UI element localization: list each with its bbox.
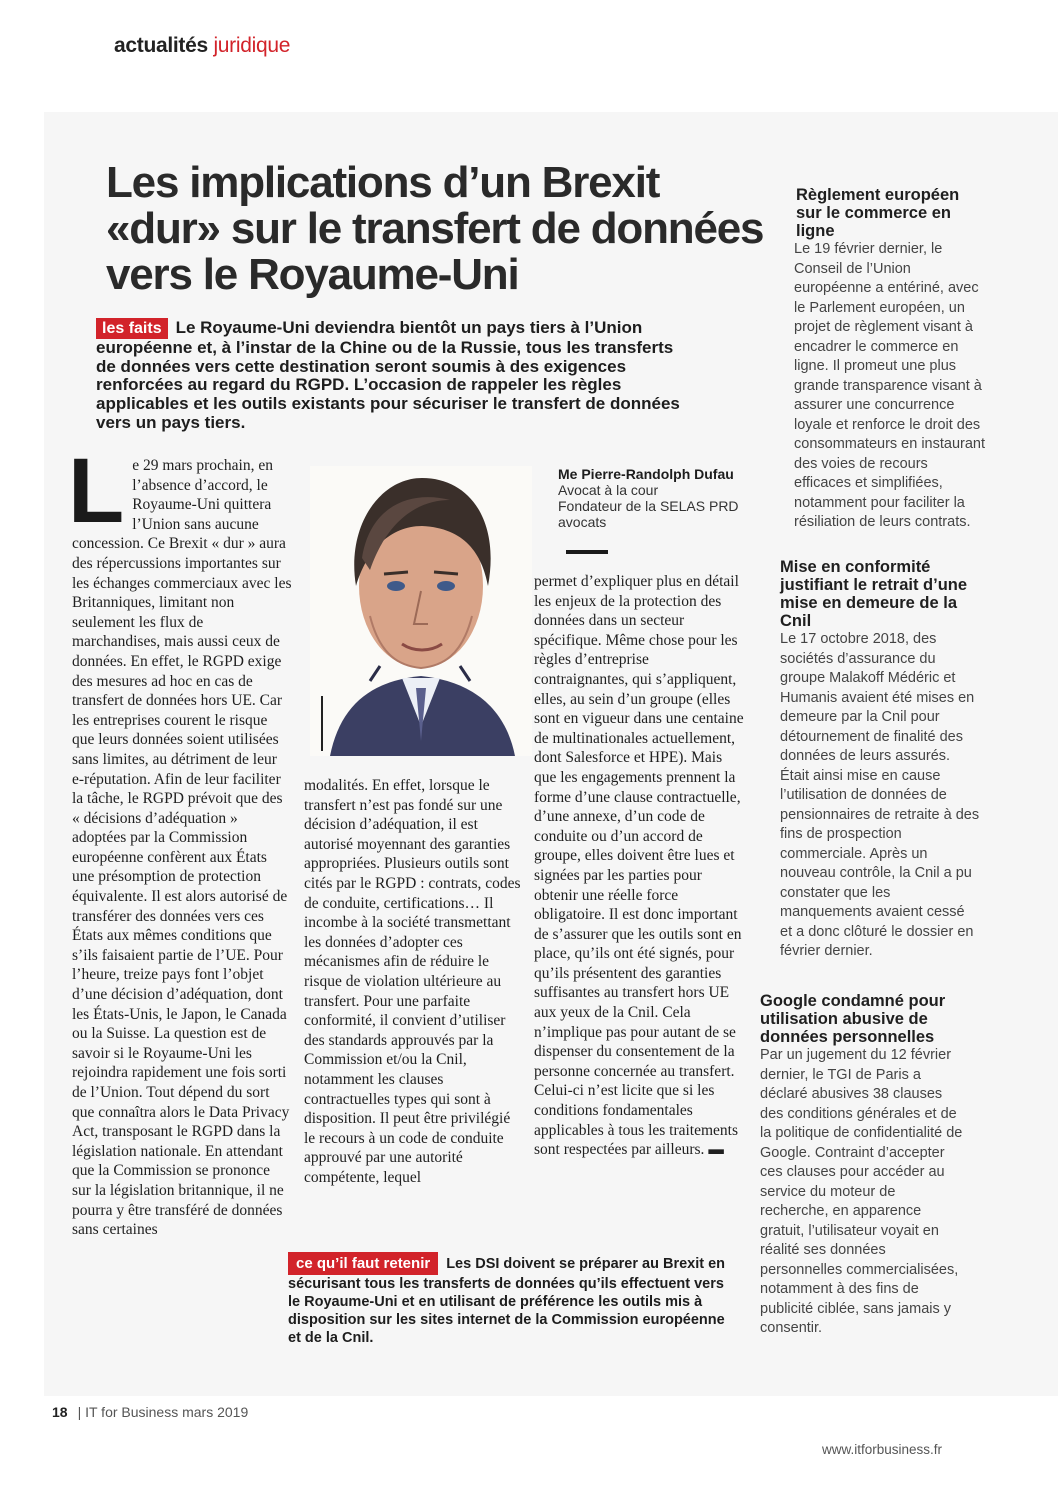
byline-rule: [566, 550, 608, 554]
section-main: actualités: [114, 34, 208, 57]
sidebar-body: Par un jugement du 12 février dernier, le TGI de Paris a déclaré abusives 38 clauses des conditions générales et de la politique de confidentialité de Google. Contraint d’accepter ces clauses pour accéder au service du moteur de recherche, en apparence gratuit, l’utilisateur voyait en réalité ses données personnelles commercialisées, notamment à des fins de publicité ciblée, sans jamais y consentir.: [760, 1047, 963, 1336]
author-name: Me Pierre-Randolph Dufau: [558, 466, 734, 482]
body-column-1-text: e 29 mars prochain, en l’absence d’accord, le Royaume-Uni quittera l’Union sans aucune concession. Ce Brexit « dur » aura des répercussions importantes sur les échanges commerciaux avec les Britanniques, limitant non seulement les flux de marchandises, mais aussi ceux de données. En effet, le RGPD exige des mesures ad hoc en cas de transfert de données hors UE. Car les entreprises courent le risque que leurs données soient utilisées sans limites, au détriment de leur e-réputation. Afin de leur faciliter la tâche, le RGPD prévoit que des « décisions d’adéquation » adoptées par la Commission européenne confèrent aux États une présomption de protection équivalente. Il est alors autorisé de transférer des données vers ces États aux mêmes conditions que s’ils faisaient partie de l’UE. Pour l’heure, treize pays font l’objet d’une décision d’adéquation, dont les États-Unis, le Japon, le Canada ou la Suisse. La question est de savoir si le Royaume-Uni les rejoindra rapidement une fois sorti de l’Union. Tout dépend du sort que connaîtra alors le Data Privacy Act, transposant le RGPD dans la législation nationale. En attendant que la Commission se prononce sur la législation britannique, il ne pourra y être transféré de données sans certaines: [72, 457, 292, 1239]
sidebar-title: Google condamné pour utilisation abusive de données personnelles: [760, 992, 946, 1046]
article-headline: Les implications d’un Brexit «dur» sur le transfert de données vers le Royaume-Uni: [106, 158, 764, 299]
page-number: 18: [52, 1404, 68, 1420]
lede-text: Le Royaume-Uni deviendra bientôt un pays tiers à l’Union européenne et, à l’instar de la Chine ou de la Russie, tous les transferts de données vers cette destination seront soumis à des exigences renforcées au regard du RGPD. L’occasion de rappeler les règles applicables et les outils existants pour sécuriser le transfert de données vers un pays tiers.: [96, 318, 680, 432]
body-column-3-text: permet d’expliquer plus en détail les enjeux de la protection des données dans un secteur spécifique. Même chose pour les règles d’entreprise contraignantes, qui s’appliquent, elles, au sein d’un groupe (elles sont en vigueur dans une centaine de multinationales actuellement, dont Salesforce et HPE). Mais que les engagements prennent la forme d’une clause contractuelle, d’une annexe, d’un code de conduite ou d’un accord de groupe, elles doivent être lues et signées par les parties pour obtenir une réelle force obligatoire. Il est donc important de s’assurer que les outils sont en place, qu’ils ont été signés, pour qu’ils présentent des garanties suffisantes au transfert hors UE aux yeux de la Cnil. Cela n’implique pas pour autant de se dispenser du consentement de la personne concernée au transfert. Celui-ci n’est licite que si les conditions fondamentales applicables à tous les traitements sont respectées par ailleurs.: [534, 573, 744, 1159]
takeaway-text: Les DSI doivent se préparer au Brexit en sécurisant tous les transferts de données qu’ils effectuent vers le Royaume-Uni et en utilisant de préférence les outils mis à disposition sur les sites internet de la Commission européenne et de la Cnil.: [288, 1256, 726, 1346]
author-role-1: Avocat à la cour: [558, 482, 659, 498]
sidebar-body: Le 17 octobre 2018, des sociétés d’assurance du groupe Malakoff Médéric et Humanis avaient été mises en demeure par la Cnil pour détournement de finalité des données de leurs assurés. Était ainsi mise en cause l’utilisation de données de pensionnaires de retraite à des fins de prospection commerciale. Après un nouveau contrôle, la Cnil a pu constater que les manquements avaient cessé et a donc clôturé le dossier en février dernier.: [780, 631, 980, 959]
takeaway-tag: ce qu’il faut retenir: [288, 1252, 438, 1275]
body-column-2: modalités. En effet, lorsque le transfert n’est pas fondé sur une décision d’adéquation, il est autorisé moyennant des garanties appropriées. Plusieurs outils sont cités par le RGPD : contrats, codes de conduite, certifications… Il incombe à la société transmettant les données d’adopter ces mécanismes afin de réduire le risque de violation ultérieure au transfert. Pour une parfaite conformité, il convient d’utiliser des standards approuvés par la Commission et/ou la Cnil, notamment les clauses contractuelles types qui sont à disposition. Il peut être privilégié le recours à un code de conduite approuvé par une autorité compétente, lequel: [304, 777, 521, 1186]
publication-name: | IT for Business mars 2019: [77, 1404, 249, 1420]
sidebar-body: Le 19 février dernier, le Conseil de l’Union européenne a entériné, avec le Parlement européen, un projet de règlement visant à encadrer le commerce en ligne. Il promeut une plus grande transparence visant à assurer une concurrence loyale et renforce le droit des consommateurs en instaurant des voies de recours efficaces et simplifiées, notamment pour faciliter la résiliation de leurs contrats.: [794, 241, 986, 530]
section-header: [114, 34, 290, 58]
key-takeaway: [288, 1252, 728, 1347]
article-lede: [96, 318, 696, 433]
portrait-illustration: [310, 466, 532, 756]
sidebar-item-cnil: [780, 558, 980, 962]
sidebar-title: Règlement européen sur le commerce en ligne: [796, 186, 960, 240]
author-byline: [558, 466, 758, 530]
author-role-2: Fondateur de la SELAS PRD avocats: [558, 498, 739, 530]
end-mark: ▬: [708, 1141, 724, 1159]
sidebar-item-ecommerce: [796, 186, 986, 533]
facts-tag: les faits: [96, 318, 168, 339]
body-column-1: [68, 440, 292, 1240]
page-footer: [52, 1404, 248, 1420]
sidebar-title: Mise en conformité justifiant le retrait d’une mise en demeure de la Cnil: [780, 558, 968, 630]
drop-cap: L: [68, 440, 125, 542]
author-portrait: [310, 466, 532, 756]
website-url: www.itforbusiness.fr: [822, 1442, 943, 1457]
body-column-3: [534, 572, 746, 1160]
sidebar-item-google: [760, 992, 965, 1339]
section-sub: juridique: [213, 34, 291, 57]
